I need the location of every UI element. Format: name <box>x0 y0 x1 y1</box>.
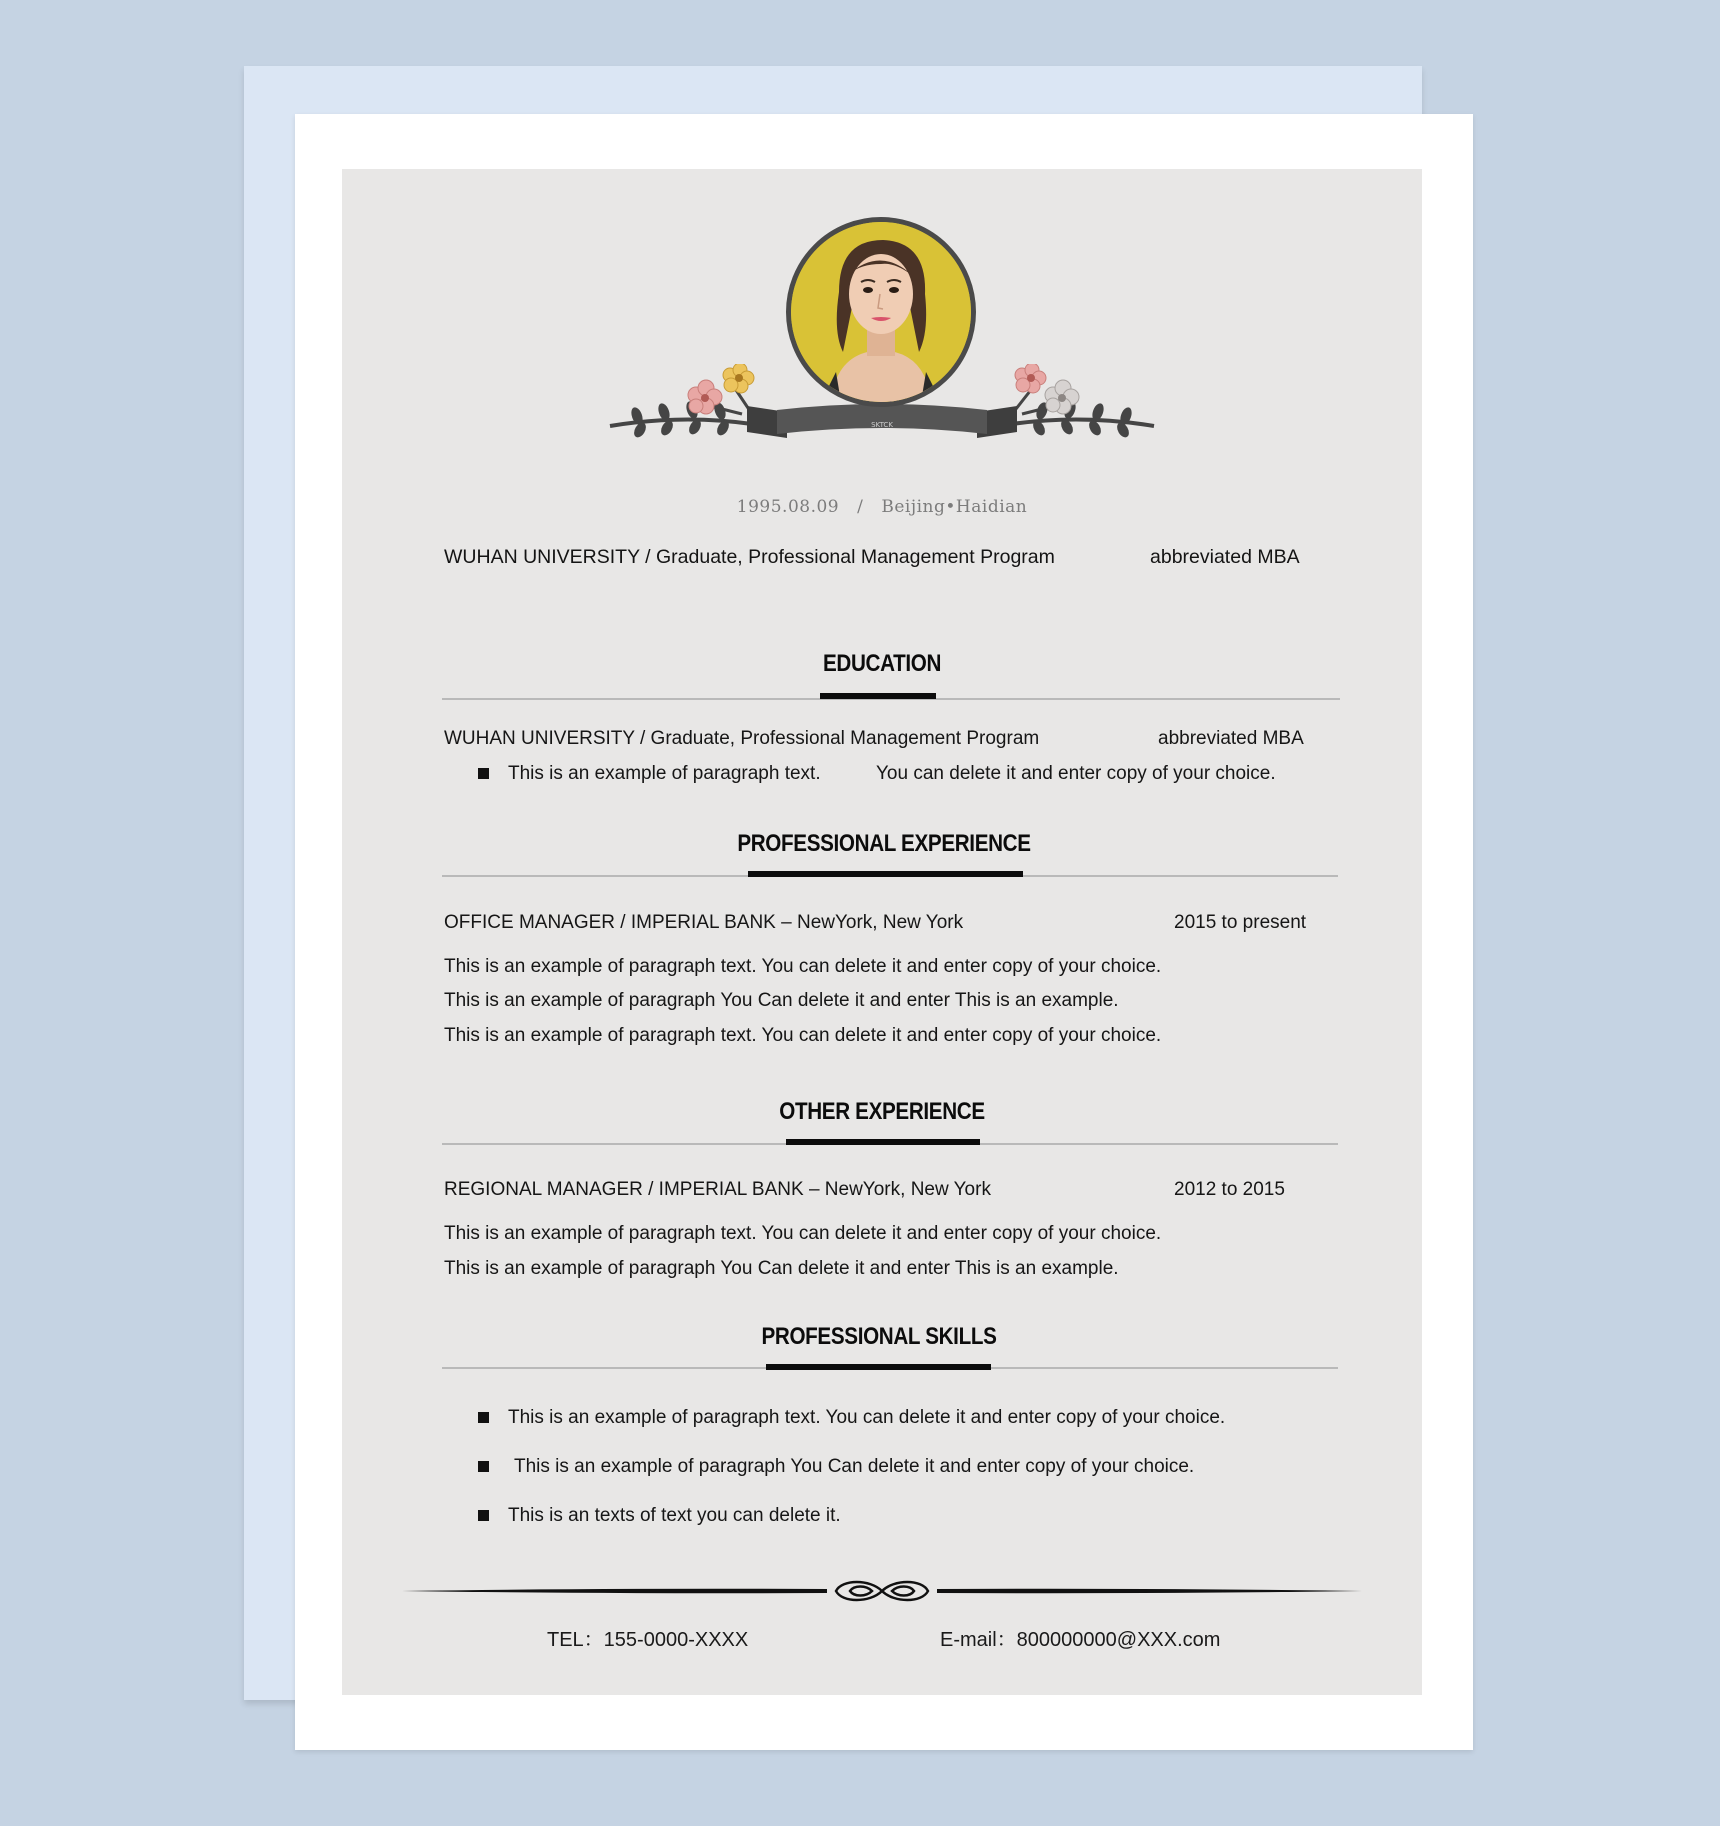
education-bullet-text-b: You can delete it and enter copy of your choice. <box>876 763 1276 784</box>
skill-item: This is an example of paragraph text. You can delete it and enter copy of your choice. <box>508 1407 1226 1428</box>
footer-tel: TEL：155-0000-XXXX <box>547 1629 749 1651</box>
education-entry-right: abbreviated MBA <box>1158 728 1304 749</box>
footer-ornament-rule <box>402 1577 1362 1605</box>
ribbon-text: SKTCK <box>871 421 893 429</box>
portrait-illustration <box>791 222 971 402</box>
headline-left: WUHAN UNIVERSITY / Graduate, Professional Management Program <box>444 546 1055 568</box>
birth-location-line <box>342 497 1422 517</box>
resume-page <box>342 169 1422 1695</box>
education-entry-left: WUHAN UNIVERSITY / Graduate, Professional Management Program <box>444 728 1040 749</box>
other-experience-line: This is an example of paragraph You Can delete it and enter This is an example. <box>444 1258 1119 1279</box>
skill-item: This is an texts of text you can delete it. <box>508 1505 841 1526</box>
education-bullet-text-a: This is an example of paragraph text. <box>508 763 821 784</box>
bullet-square <box>478 1461 489 1472</box>
other-experience-entry-left: REGIONAL MANAGER / IMPERIAL BANK – NewYork, New York <box>444 1179 991 1200</box>
section-bar-professional-skills <box>766 1364 991 1370</box>
skill-item: This is an example of paragraph You Can delete it and enter copy of your choice. <box>514 1456 1195 1477</box>
section-title-education: EDUCATION <box>822 650 942 677</box>
infinity-ornament-icon <box>836 1582 928 1600</box>
section-title-other-experience: OTHER EXPERIENCE <box>779 1098 985 1125</box>
section-bar-other-experience <box>786 1139 980 1145</box>
section-title-professional-experience: PROFESSIONAL EXPERIENCE <box>737 830 1031 857</box>
bullet-square <box>478 1412 489 1423</box>
profile-photo <box>786 217 976 407</box>
section-title-professional-skills: PROFESSIONAL SKILLS <box>761 1323 997 1350</box>
bullet-square <box>478 1510 489 1521</box>
footer-email: E-mail：800000000@XXX.com <box>940 1629 1221 1651</box>
bullet-square <box>478 768 489 779</box>
section-bar-education <box>820 693 936 699</box>
professional-experience-line: This is an example of paragraph text. You can delete it and enter copy of your choice. <box>444 1025 1162 1046</box>
other-experience-entry-right: 2012 to 2015 <box>1174 1179 1285 1200</box>
professional-experience-entry-right: 2015 to present <box>1174 912 1307 933</box>
professional-experience-entry-left: OFFICE MANAGER / IMPERIAL BANK – NewYork, New York <box>444 912 964 933</box>
section-bar-professional-experience <box>748 871 1023 877</box>
headline-right: abbreviated MBA <box>1150 546 1300 568</box>
separator: / <box>857 497 864 517</box>
professional-experience-line: This is an example of paragraph You Can delete it and enter This is an example. <box>444 990 1119 1011</box>
location: Beijing•Haidian <box>881 497 1028 517</box>
birthdate: 1995.08.09 <box>736 497 840 517</box>
professional-experience-line: This is an example of paragraph text. You can delete it and enter copy of your choice. <box>444 956 1162 977</box>
other-experience-line: This is an example of paragraph text. You can delete it and enter copy of your choice. <box>444 1223 1162 1244</box>
